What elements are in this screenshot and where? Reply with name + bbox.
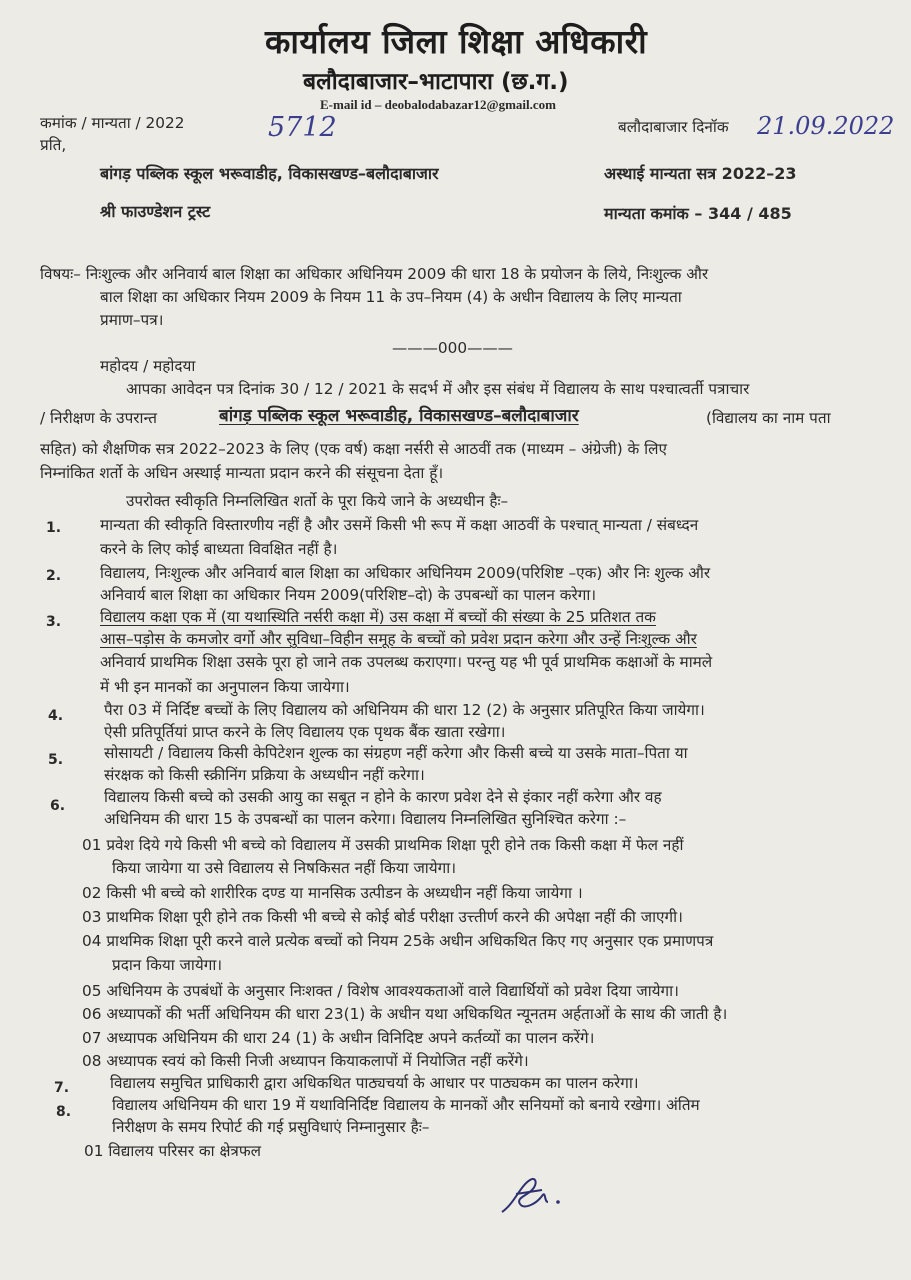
subject-line-2: बाल शिक्षा का अधिकार नियम 2009 के नियम 11 के उप–नियम (4) के अधीन विद्यालय के लिए मान्यता	[100, 288, 682, 306]
item-5-line-1: सोसायटी / विद्यालय किसी केपिटेशन शुल्क का संग्रहण नहीं करेगा और किसी बच्चे या उसके माता–पिता या	[104, 744, 688, 762]
subitem-08: 08 अध्यापक स्वयं को किसी निजी अध्यापन कियाकलापों में नियोजित नहीं करेंगे।	[82, 1052, 529, 1070]
handwritten-ref-number: 5712	[268, 112, 337, 143]
subitem-02: 02 किसी भी बच्चे को शारीरिक दण्ड या मानसिक उत्पीडन के अध्यधीन नहीं किया जायेगा ।	[82, 884, 583, 902]
trust-name: श्री फाउण्डेशन ट्रस्ट	[100, 202, 211, 221]
subitem-04-cont: प्रदान किया जायेगा।	[112, 956, 223, 974]
item-8-line-1: विद्यालय अधिनियम की धारा 19 में यथाविनिर्दिष्ट विद्यालय के मानकों और सनियमों को बनाये रखेगा। अंतिम	[112, 1096, 700, 1114]
item-number: 1.	[46, 520, 62, 536]
item-number: 3.	[46, 614, 62, 630]
item-1-line-1: मान्यता की स्वीकृति विस्तारणीय नहीं है और उसमें किसी भी रूप में कक्षा आठवीं के पश्चात् मान्यता / संबध्दन	[100, 516, 699, 534]
recognition-number: मान्यता कमांक – 344 / 485	[604, 204, 792, 223]
para-line-2-end: (विद्यालय का नाम पता	[706, 409, 831, 427]
item-3-line-2: आस–पड़ोस के कमजोर वर्गो और सुविधा–विहीन समूह के बच्चों को प्रवेश प्रदान करेगा और उन्हें निःशुल्क और	[100, 630, 697, 648]
subitem-03: 03 प्राथमिक शिक्षा पूरी होने तक किसी भी बच्चे से कोई बोर्ड परीक्षा उत्त्तीर्ण करने की अपेक्षा नहीं की जाएगी।	[82, 908, 683, 926]
item-8-line-2: निरीक्षण के समय रिपोर्ट की गई प्रसुविधाएं निम्नानुसार हैः–	[112, 1118, 430, 1136]
office-title: कार्यालय जिला शिक्षा अधिकारी	[265, 22, 648, 61]
item-4-line-1: पैरा 03 में निर्दिष्ट बच्चों के लिए विद्यालय को अधिनियम की धारा 12 (2) के अनुसार प्रतिपूरित किया जायेगा।	[104, 701, 705, 719]
item-4-line-2: ऐसी प्रतिपूर्तियां प्राप्त करने के लिए विद्यालय एक पृथक बैंक खाता रखेगा।	[104, 723, 506, 741]
subitem-05: 05 अधिनियम के उपबंधों के अनुसार निःशक्त / विशेष आवश्यकताओं वाले विद्यार्थियों को प्रवेश दिया जायेगा।	[82, 982, 679, 1000]
reference-number: कमांक / मान्यता / 2022	[40, 114, 185, 132]
item-number: 4.	[48, 708, 64, 724]
item-6-line-2: अधिनियम की धारा 15 के उपबन्धों का पालन करेगा। विद्यालय निम्नलिखित सुनिश्चित करेगा :–	[104, 810, 627, 828]
item-3-line-1: विद्यालय कक्षा एक में (या यथास्थिति नर्सरी कक्षा में) उस कक्षा में बच्चों की संख्या के 25 प्रतिशत तक	[100, 608, 656, 626]
subject-line-3: प्रमाण–पत्र।	[100, 311, 164, 329]
premises-item: 01 विद्यालय परिसर का क्षेत्रफल	[84, 1142, 262, 1160]
item-number: 5.	[48, 752, 64, 768]
item-3-line-4: में भी इन मानकों का अनुपालन किया जायेगा।	[100, 678, 350, 696]
para-line-1: आपका आवेदन पत्र दिनांक 30 / 12 / 2021 के सदर्भ में और इस संबंध में विद्यालय के साथ पश्चात्वर्ती पत्राचार	[126, 380, 750, 398]
subitem-04: 04 प्राथमिक शिक्षा पूरी करने वाले प्रत्येक बच्चों को नियम 25के अधीन अधिकथित किए गए अनुसार एक प्रमाणपत्र	[82, 932, 714, 950]
recognition-session: अस्थाई मान्यता सत्र 2022–23	[604, 164, 797, 183]
item-2-line-1: विद्यालय, निःशुल्क और अनिवार्य बाल शिक्षा का अधिकार अधिनियम 2009(परिशिष्ट –एक) और निः शुल्क और	[100, 564, 711, 582]
item-number: 7.	[54, 1080, 70, 1096]
separator: ———000———	[392, 339, 513, 357]
signature-mark	[486, 1168, 576, 1228]
para-line-2-start: / निरीक्षण के उपरान्त	[40, 409, 157, 427]
item-number: 6.	[50, 798, 66, 814]
subitem-01: 01 प्रवेश दिये गये किसी भी बच्चे को विद्यालय में उसकी प्राथमिक शिक्षा पूरी होने तक किसी कक्षा में फेल नहीं	[82, 836, 684, 854]
subject-line-1: विषयः– निःशुल्क और अनिवार्य बाल शिक्षा का अधिकार अधिनियम 2009 की धारा 18 के प्रयोजन के लिये, निःशुल्क और	[40, 265, 709, 283]
conditions-intro: उपरोक्त स्वीकृति निम्नलिखित शर्तो के पूरा किये जाने के अध्यधीन हैः–	[126, 492, 509, 510]
recipient-label: प्रति,	[40, 136, 67, 154]
office-location: बलौदाबाजार–भाटापारा (छ.ग.)	[303, 69, 569, 95]
school-name: बांगड़ पब्लिक स्कूल भरूवाडीह, विकासखण्ड–बलौदाबाजार	[100, 164, 439, 183]
para-line-2-school: बांगड़ पब्लिक स्कूल भरूवाडीह, विकासखण्ड–बलौदाबाजार	[219, 406, 579, 426]
subitem-01-cont: किया जायेगा या उसे विद्यालय से निषकिसत नहीं किया जायेगा।	[112, 859, 457, 877]
salutation: महोदय / महोदया	[100, 357, 196, 375]
item-5-line-2: संरक्षक को किसी स्क्रीनिंग प्रक्रिया के अध्यधीन नहीं करेगा।	[104, 766, 425, 784]
item-number: 2.	[46, 568, 62, 584]
item-number: 8.	[56, 1104, 72, 1120]
item-7-line-1: विद्यालय समुचित प्राधिकारी द्वारा अधिकथित पाठ्यचर्या के आधार पर पाठ्यकम का पालन करेगा।	[110, 1074, 639, 1092]
handwritten-date: 21.09.2022	[757, 112, 895, 140]
email-line: E-mail id – deobalodabazar12@gmail.com	[320, 97, 556, 112]
item-2-line-2: अनिवार्य बाल शिक्षा का अधिकार नियम 2009(परिशिष्ट–दो) के उपबन्धों का पालन करेगा।	[100, 586, 597, 604]
para-line-3: सहित) को शैक्षणिक सत्र 2022–2023 के लिए (एक वर्ष) कक्षा नर्सरी से आठवीं तक (माध्यम – अंग्रेजी) के लिए	[40, 440, 667, 458]
date-label: बलौदाबाजार दिनॉक	[618, 118, 729, 136]
subitem-07: 07 अध्यापक अधिनियम की धारा 24 (1) के अधीन विनिदिष्ट अपने कर्तव्यों का पालन करेंगे।	[82, 1029, 595, 1047]
para-line-4: निम्नांकित शर्तो के अधिन अस्थाई मान्यता प्रदान करने की संसूचना देता हूँ।	[40, 464, 444, 482]
item-3-line-3: अनिवार्य प्राथमिक शिक्षा उसके पूरा हो जाने तक उपलब्ध कराएगा। परन्तु यह भी पूर्व प्राथमिक कक्षाओं के मामले	[100, 653, 713, 671]
item-1-line-2: करने के लिए कोई बाध्यता विवक्षित नहीं है।	[100, 540, 338, 558]
subitem-06: 06 अध्यापकों की भर्ती अधिनियम की धारा 23(1) के अधीन यथा अधिकथित न्यूनतम अर्हताओं के साथ की जाती है।	[82, 1005, 728, 1023]
item-6-line-1: विद्यालय किसी बच्चे को उसकी आयु का सबूत न होने के कारण प्रवेश देने से इंकार नहीं करेगा और वह	[104, 788, 662, 806]
